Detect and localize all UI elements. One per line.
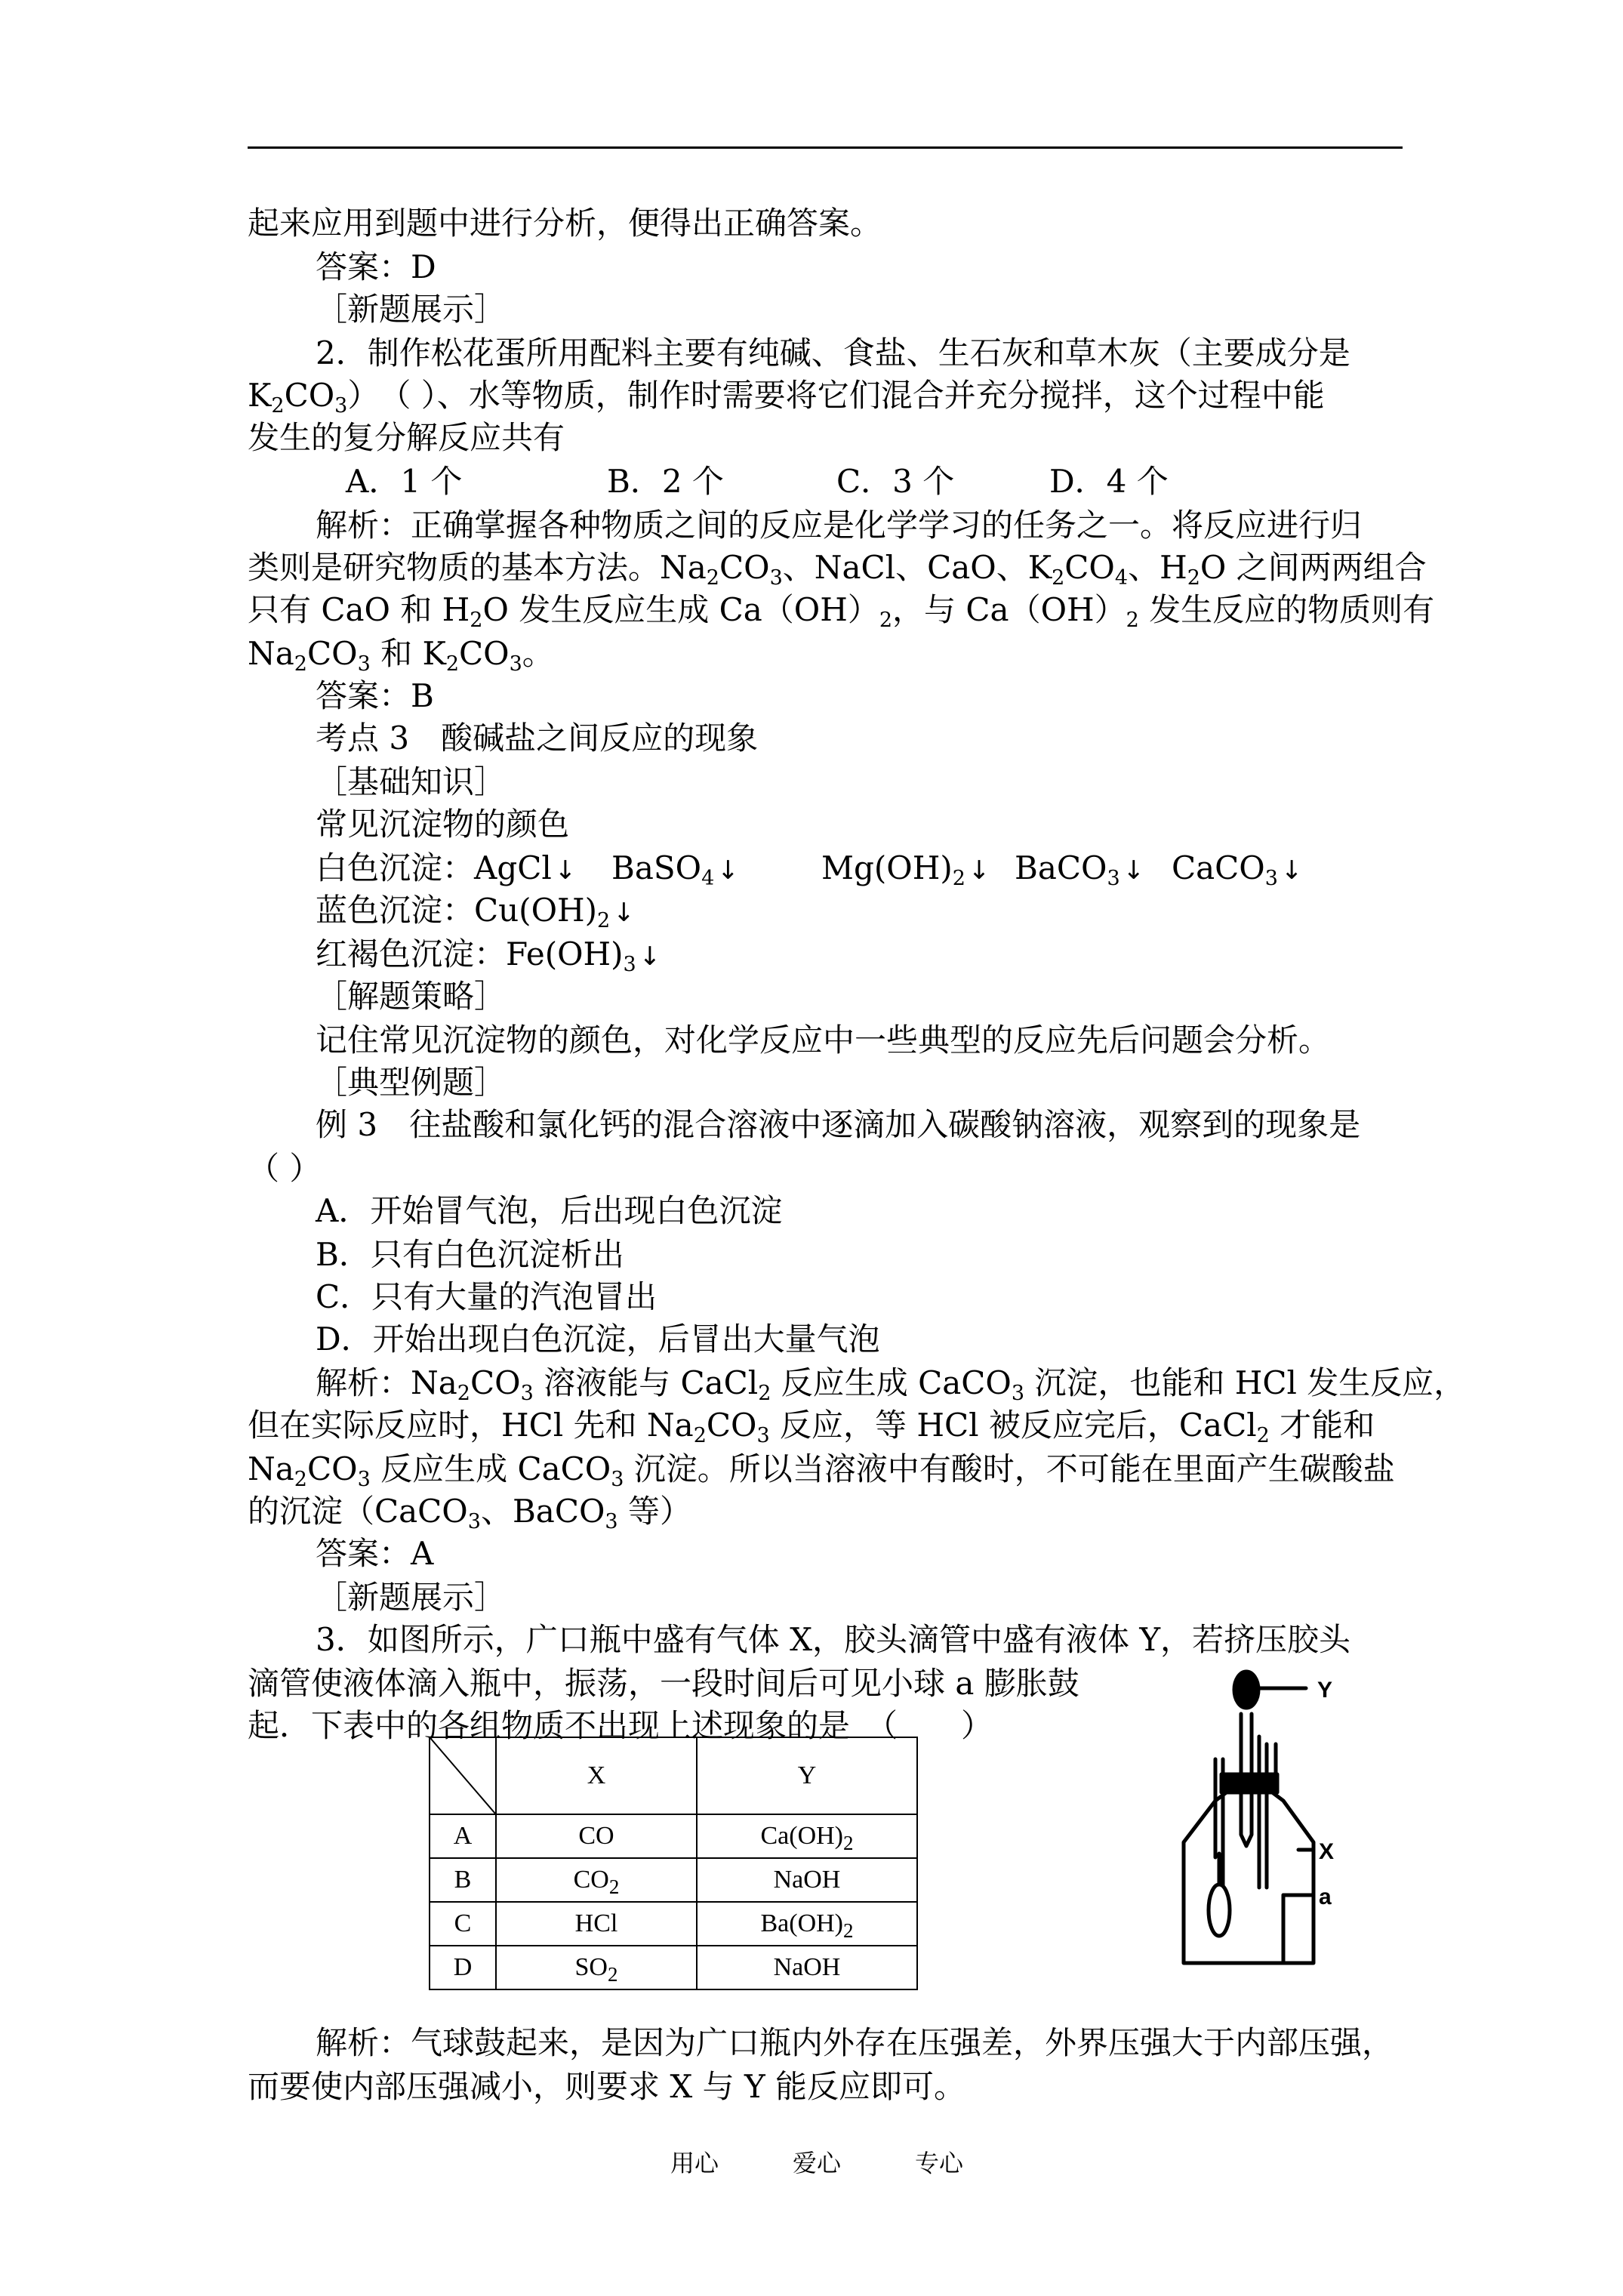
example-3-option-c: C．只有大量的汽泡冒出 (316, 1278, 658, 1315)
question-2-line-2: $K_2CO_3$） （ ）、水等物质，制作时需要将它们混合并充分搅拌，这个过程中能 (248, 377, 1325, 418)
apparatus-diagram (1163, 1661, 1389, 1978)
label-y: Y (1317, 1678, 1333, 1703)
cell-x: CO (496, 1814, 697, 1858)
strategy-text: 记住常见沉淀物的颜色，对化学反应中一些典型的反应先后问题会分析。 (316, 1022, 1331, 1059)
section-typical-examples: ［典型例题］ (316, 1064, 507, 1101)
table-row (430, 1902, 917, 1946)
blue-precipitate: 蓝色沉淀：$Cu(OH)_2$ ↓ (316, 892, 635, 932)
option-b: B．2 个 (607, 463, 724, 500)
down-arrow-icon: ↓ (639, 942, 661, 972)
down-arrow-icon: ↓ (968, 855, 990, 886)
section-basic-knowledge: ［基础知识］ (316, 763, 507, 800)
analysis-4-line-1: 解析：气球鼓起来，是因为广口瓶内外存在压强差，外界压强大于内部压强， (316, 2024, 1394, 2061)
text-line: 起来应用到题中进行分析，便得出正确答案。 (248, 205, 882, 242)
option-a: A．1 个 (346, 463, 463, 500)
cell-y: NaOH (697, 1858, 917, 1902)
cell-y: $Ca(OH)_2$ (697, 1814, 917, 1858)
analysis-2-line-1: 解析：正确掌握各种物质之间的反应是化学学习的任务之一。将反应进行归 (316, 507, 1363, 544)
stopper (1221, 1774, 1277, 1792)
question-2-options (346, 461, 1169, 503)
balloon-a (1209, 1885, 1230, 1936)
analysis-4-line-2: 而要使内部压强减小，则要求 X 与 Y 能反应即可。 (248, 2068, 966, 2105)
analysis-2-line-3: 只有 CaO 和 $H_2O$ 发生反应生成 $Ca(OH)_2$，与 $Ca(OH)_2$ 发生反应的物质则有 (248, 591, 1435, 632)
red-brown-precipitate: 红褐色沉淀：$Fe(OH)_3$ ↓ (316, 935, 661, 976)
kaodian-3: 考点 3 酸碱盐之间反应的现象 (316, 720, 759, 757)
question-3-line-3: 起．下表中的各组物质不出现上述现象的是 （ ） (248, 1707, 993, 1744)
section-new-question: ［新题展示］ (316, 291, 507, 328)
footer-word-3: 专心 (915, 2149, 964, 2177)
diagonal-header-cell (430, 1737, 496, 1814)
footer-word-1: 用心 (670, 2149, 719, 2177)
example-3-option-d: D．开始出现白色沉淀，后冒出大量气泡 (316, 1321, 880, 1358)
label-a: a (1319, 1885, 1332, 1909)
option-d: D．4 个 (1049, 463, 1169, 500)
question-3-table (429, 1737, 918, 1990)
label-x: X (1319, 1839, 1335, 1864)
header-rule (248, 146, 1403, 149)
down-arrow-icon: ↓ (554, 855, 577, 886)
row-label: D (430, 1946, 496, 1989)
table-row (430, 1946, 917, 1989)
row-label: A (430, 1814, 496, 1858)
table-row (430, 1858, 917, 1902)
question-2-line-1: 2．制作松花蛋所用配料主要有纯碱、食盐、生石灰和草木灰（主要成分是 (316, 334, 1350, 371)
answer-2: 答案：B (316, 677, 434, 714)
down-arrow-icon: ↓ (613, 898, 635, 928)
down-arrow-icon: ↓ (1280, 855, 1303, 886)
example-3-option-b: B．只有白色沉淀析出 (316, 1236, 624, 1273)
cell-x: $CO_2$ (496, 1858, 697, 1902)
dropper-bulb (1234, 1672, 1258, 1708)
cell-y: NaOH (697, 1946, 917, 1989)
analysis-2-line-2: 类则是研究物质的基本方法。$Na_2CO_3$、NaCl、CaO、$K_2CO_4$、$H_2O$ 之间两两组合 (248, 549, 1427, 590)
example-3-option-a: A．开始冒气泡，后出现白色沉淀 (316, 1192, 783, 1229)
answer-3: 答案：A (316, 1535, 434, 1572)
analysis-3-line-3: $Na_2CO_3$ 反应生成 CaCO$_3$ 沉淀。所以当溶液中有酸时，不可能在里面产生碳酸盐 (248, 1450, 1395, 1491)
footer-word-2: 爱心 (793, 2149, 842, 2177)
cell-y: $Ba(OH)_2$ (697, 1902, 917, 1946)
analysis-3-line-1: 解析：$Na_2CO_3$ 溶液能与 CaCl$_2$ 反应生成 CaCO$_3$ 沉淀，也能和 HCl 发生反应， (316, 1364, 1466, 1405)
column-header-x: X (496, 1737, 697, 1814)
example-3-line-2: （ ） (248, 1150, 322, 1187)
example-3-line-1: 例 3 往盐酸和氯化钙的混合溶液中逐滴加入碳酸钠溶液，观察到的现象是 (316, 1106, 1361, 1143)
white-precipitates: 白色沉淀：AgCl ↓ BaSO$_4$ ↓ $Mg(OH)_2$ ↓ BaCO$_3$ ↓ CaCO$_3$ ↓ (316, 849, 1303, 890)
cell-x: $SO_2$ (496, 1946, 697, 1989)
diagonal-line (430, 1738, 495, 1814)
analysis-3-line-4: 的沉淀（CaCO$_3$、BaCO$_3$ 等） (248, 1493, 691, 1533)
bottle-outline (1184, 1789, 1313, 1963)
down-arrow-icon: ↓ (1123, 855, 1145, 886)
precipitate-colors-heading: 常见沉淀物的颜色 (316, 806, 570, 843)
section-strategy: ［解题策略］ (316, 978, 507, 1015)
row-label: B (430, 1858, 496, 1902)
table-row (430, 1814, 917, 1858)
analysis-3-line-2: 但在实际反应时，HCl 先和 $Na_2CO_3$ 反应，等 HCl 被反应完后，CaCl$_2$ 才能和 (248, 1407, 1375, 1447)
down-arrow-icon: ↓ (717, 855, 739, 886)
question-3-line-1: 3．如图所示，广口瓶中盛有气体 X，胶头滴管中盛有液体 Y，若挤压胶头 (316, 1621, 1351, 1658)
row-label: C (430, 1902, 496, 1946)
option-c: C．3 个 (836, 463, 955, 500)
question-2-line-3: 发生的复分解反应共有 (248, 419, 565, 456)
section-new-question-2: ［新题展示］ (316, 1579, 507, 1616)
column-header-y: Y (697, 1737, 917, 1814)
answer-1: 答案：D (316, 248, 436, 285)
question-3-line-2: 滴管使液体滴入瓶中，振荡，一段时间后可见小球 a 膨胀鼓 (248, 1665, 1079, 1702)
cell-x: HCl (496, 1902, 697, 1946)
analysis-2-line-4: $Na_2CO_3$ 和 $K_2CO_3$。 (248, 635, 554, 676)
